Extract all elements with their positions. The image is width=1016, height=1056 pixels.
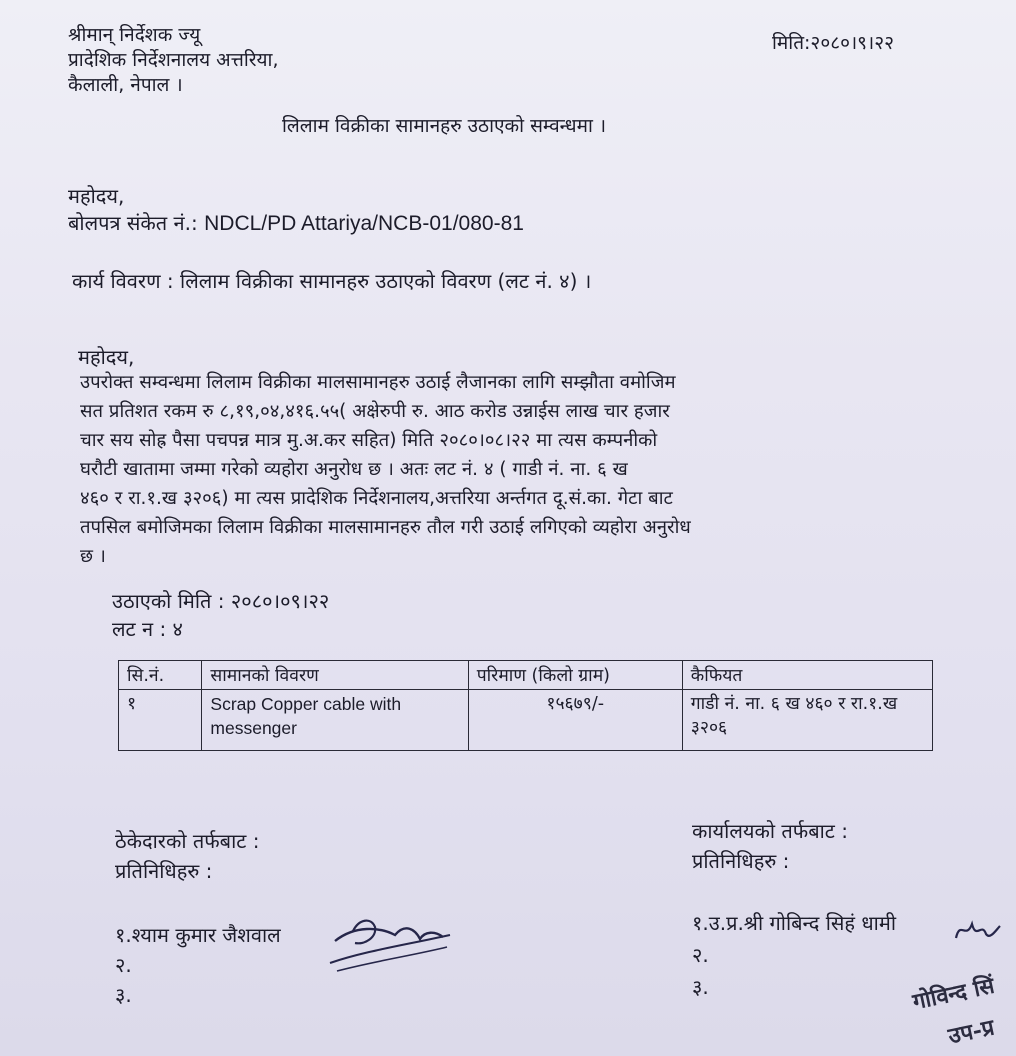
bid-ref-number: NDCL/PD Attariya/NCB-01/080-81 bbox=[204, 212, 524, 235]
body-line: घरौटी खातामा जम्मा गरेको व्यहोरा अनुरोध छ । अतः लट नं. ४ ( गाडी नं. ना. ६ ख bbox=[80, 459, 628, 480]
contractor-label: ठेकेदारको तर्फबाट : bbox=[115, 829, 260, 853]
body-line: सत प्रतिशत रकम रु ८,१९,०४,४१६.५५( अक्षेरुपी रु. आठ करोड उन्नाईस लाख चार हजार bbox=[80, 401, 670, 422]
body-line: ४६० र रा.१.ख ३२०६) मा त्यस प्रादेशिक निर्देशनालय,अत्तरिया अर्न्तगत दू.सं.का. गेटा बाट bbox=[80, 488, 673, 509]
cell-item: Scrap Copper cable with messenger bbox=[202, 690, 468, 751]
work-description: कार्य विवरण : लिलाम विक्रीका सामानहरु उठाएको विवरण (लट नं. ४) । bbox=[72, 269, 592, 293]
body-line: चार सय सोह्र पैसा पचपन्न मात्र मु.अ.कर सहित) मिति २०८०।०८।२२ मा त्यस कम्पनीको bbox=[80, 430, 658, 451]
office-signature bbox=[952, 910, 1004, 950]
table-header-row bbox=[119, 661, 933, 690]
letter-date: मिति:२०८०।९।२२ bbox=[772, 32, 894, 54]
header-sn: सि.नं. bbox=[119, 661, 202, 690]
items-table bbox=[118, 660, 933, 751]
salutation: महोदय, bbox=[68, 184, 125, 208]
stamp-line-1: गोविन्द सिं bbox=[910, 972, 997, 1016]
office-label: कार्यालयको तर्फबाट : bbox=[692, 819, 848, 843]
cell-qty: १५६७९/- bbox=[468, 690, 682, 751]
table-row bbox=[119, 690, 933, 751]
bid-reference bbox=[68, 210, 524, 237]
office-rep-3: ३. bbox=[692, 975, 709, 999]
stamp-line-2: उप-प्र bbox=[946, 1014, 997, 1050]
body-line: छ । bbox=[80, 546, 106, 567]
header-item: सामानको विवरण bbox=[202, 661, 468, 690]
contractor-reps-label: प्रतिनिधिहरु : bbox=[115, 859, 213, 883]
contractor-signature bbox=[325, 905, 455, 975]
address-line-2: प्रादेशिक निर्देशनालय अत्तरिया, bbox=[68, 49, 279, 71]
lot-number: लट न : ४ bbox=[112, 617, 183, 641]
header-qty: परिमाण (किलो ग्राम) bbox=[468, 661, 682, 690]
salutation-2: महोदय, bbox=[78, 345, 135, 369]
cell-remark: गाडी नं. ना. ६ ख ४६० र रा.१.ख ३२०६ bbox=[682, 690, 932, 751]
office-rep-1: १.उ.प्र.श्री गोबिन्द सिहं धामी bbox=[692, 911, 897, 935]
header-remark: कैफियत bbox=[682, 661, 932, 690]
contractor-rep-1: १.श्याम कुमार जैशवाल bbox=[115, 923, 281, 947]
address-line-1: श्रीमान् निर्देशक ज्यू bbox=[68, 24, 201, 46]
address-line-3: कैलाली, नेपाल । bbox=[68, 74, 183, 96]
subject-line: लिलाम विक्रीका सामानहरु उठाएको सम्वन्धमा । bbox=[282, 115, 607, 137]
contractor-rep-3: ३. bbox=[115, 983, 132, 1007]
bid-ref-label: बोलपत्र संकेत नं.: bbox=[68, 211, 198, 235]
office-reps-label: प्रतिनिधिहरु : bbox=[692, 849, 790, 873]
body-paragraph bbox=[80, 368, 950, 571]
lift-date: उठाएको मिति : २०८०।०९।२२ bbox=[112, 589, 330, 613]
body-line: उपरोक्त सम्वन्धमा लिलाम विक्रीका मालसामानहरु उठाई लैजानका लागि सम्झौता वमोजिम bbox=[80, 372, 676, 393]
contractor-rep-2: २. bbox=[115, 953, 132, 977]
body-line: तपसिल बमोजिमका लिलाम विक्रीका मालसामानहरु तौल गरी उठाई लगिएको व्यहोरा अनुरोध bbox=[80, 517, 691, 538]
office-rep-2: २. bbox=[692, 943, 709, 967]
cell-sn: १ bbox=[119, 690, 202, 751]
